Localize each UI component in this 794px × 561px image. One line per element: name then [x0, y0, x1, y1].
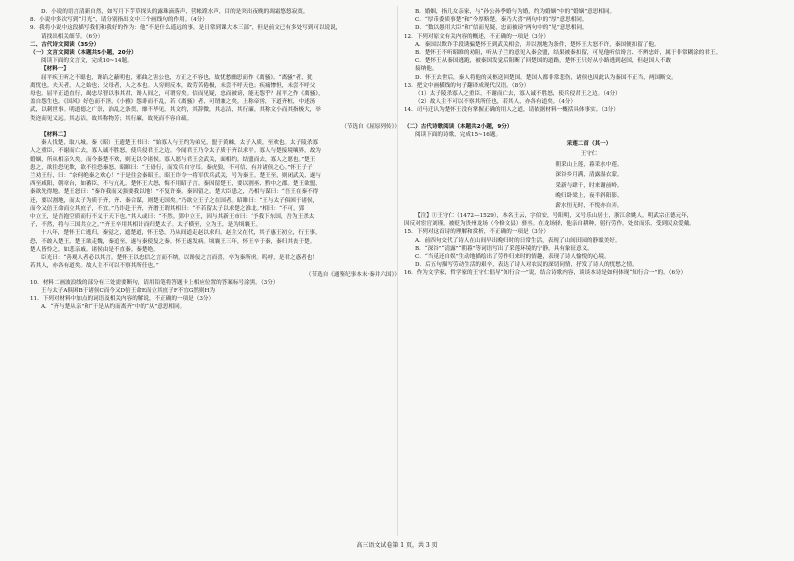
text-line: 恐，不敢入楚王。楚王欲走魏，秦追至，遂与秦使复之秦。怀王遂发病。顷襄王三年，怀王卒于秦，秦归其丧于楚。: [30, 238, 316, 245]
text-line: 12．下列对原文有关内容的概述，不正确的一项是（3分）: [404, 33, 549, 40]
text-line: 王与太子A俱困B于诸侯C而今又D倍王命E而立其庶子F不宜G然则H为: [41, 287, 216, 294]
text-line: 中立王，是吾抱空质而行不义于天下也。”其人或曰：“不然。郢中立王，因与其新王市曰：‘予我下东国，吾为王杀太: [30, 214, 315, 221]
text-line: A．秦国以欺诈手段诱骗楚怀王到武关相会，并以割地为条件，楚怀王大怒不许，秦国便扣留了他。: [415, 41, 660, 48]
text-line: 阅读下面的诗歌，完成15~16题。: [415, 131, 502, 138]
left-column: [30, 8, 400, 312]
text-line: 西至咸阳，朝章台，如蕃臣，不与亢礼。楚怀王大怒，悔不用昭子言。秦因留楚王，要以割巫、黔中之郡。楚王欲盟，: [30, 181, 321, 188]
text-line: 二、古代诗文阅读（35分）: [30, 41, 100, 48]
text-line: C．“厚币委质事楚”和“今厚赂楚，秦乃大喜”两句中的“厚”意思相同。: [415, 17, 588, 24]
text-line: [404, 115, 774, 123]
text-line: C．楚怀王从秦国逃跑，被秦国发觉后阻断了回楚国的道路，楚怀王只好从小路逃到赵国，但赵国人不敢: [415, 58, 672, 65]
text-line: （2）故人主不可以不察其所任也，若其人，亦各有道矣。（4分）: [415, 99, 576, 106]
poem-line: 朝采山上莲，暮采水中莲。: [555, 161, 623, 168]
text-line: 类迩而见义远。其志洁，故其称物芳；其行廉，故死而不容自疏。: [30, 115, 193, 122]
text-line: 11．下列对材料中加点的词语及相关内容的解说，不正确的一项是（3分）: [30, 296, 215, 303]
text-line: 武，以刺世事。明道德之广崇，治乱之条贯，靡不毕见。其文约，其辞微，其志洁，其行廉。其称文小而其指极大，举: [30, 107, 321, 114]
text-line: 母也。屈平正道直行，竭忠尽智以事其君，谗人间之，可谓穷矣。信而见疑，忠而被谤，能无怨乎？屈平之作《离骚》，: [30, 91, 324, 98]
poem-block: [404, 139, 774, 212]
text-line: （节选自《屈原列传》）: [341, 123, 400, 130]
text-line: 8．小说中多次写到“月光”，请分别指出文中三个画线句的作用。（4分）: [30, 17, 208, 24]
poem-line: 深谷乡月满，清露湿衣蒙。: [555, 172, 623, 179]
text-line: 子，不然，将与三国共立之。’”齐王卒用其相计而归楚太子。太子横至，立为王，是为顷襄王。: [30, 222, 262, 229]
text-line: 请找出相关细节。（6分）: [41, 33, 104, 40]
text-line: 15．下列对这首诗的理解和赏析，不正确的一项是（3分）: [404, 229, 549, 236]
text-line: B．楚怀王不听昭睢的劝阻，听从子兰的意见入秦会盟，结果被秦扣留，可见他听信谗言、不辨忠奸，属于非常糊涂的君王。: [415, 50, 722, 57]
text-line: 十八年，楚怀王亡逃归，秦觉之，遮楚道，怀王恐，乃从间道走赵以求归。赵主父在代，其子惠王初立，行王事，: [41, 230, 321, 237]
text-line: 因反对宦官刘瑾，被贬为贵州龙场（今修文县）驿丞。在龙场驿，他亲自耕种，躬行劳作，处贫而乐，受到民众爱戴。: [404, 221, 695, 228]
right-column: [404, 8, 774, 278]
poem-line: 采新与肆千，时来谢前岭。: [555, 182, 623, 189]
poem-line: 晚归卧梁上，夜半斜阳影。: [555, 193, 623, 200]
text-line: 臣光曰：“善观人者必以其言。楚怀王以忠信之言而不纳，以谗佞之言而喜，卒为秦所虏。呜呼，是君之惑者也！: [41, 255, 318, 262]
text-line: 14．司马迁认为楚怀王没有掌握正确的用人之道，请依据材料一概括具体事实。（3分）: [404, 107, 619, 114]
text-line: 13．把文中画横线的句子翻译成现代汉语。（8分）: [404, 82, 530, 89]
text-line: B．“深谷”“清露”“朝暮”等词语写出了采莲环境的宁静，具有象征意义。: [415, 245, 593, 252]
text-line: 盖自怨生也。《国风》好色而不淫，《小雅》怨诽而不乱，若《离骚》者，可谓兼之矣。上称帝喾，下道齐桓，中述汤: [30, 99, 316, 106]
text-line: 【材料二】: [41, 132, 69, 139]
text-line: （一）文言文阅读（本题共5小题，20分）: [30, 50, 137, 57]
text-line: 【材料一】: [41, 66, 69, 73]
column-divider: [397, 6, 398, 536]
text-line: 阅读下面的文言文，完成10~14题。: [41, 58, 133, 65]
text-line: 楚人皆怜之，如悲亲戚。诸侯由是不直秦。秦楚绝。: [30, 246, 159, 253]
text-line: 接纳他。: [415, 66, 438, 73]
poem-line: 薪水恒无时，不悦亦自弄。: [555, 203, 623, 210]
text-line: 【注】①王守仁（1472—1529），本名王云，字伯安，号阳明，又号乐山居士，浙江余姚人。明武宗正德元年，: [415, 212, 693, 219]
text-line: 而今又倍王命而立其庶子，不宜。”乃诈赴于齐，齐湣王谓其相曰：“不若留太子以求楚之淮北。”相曰：“不可，郢: [30, 205, 305, 212]
page-footer: 高三语文试卷第 1 页，共 3 页: [356, 542, 438, 549]
text-line: 秦欲先得地。楚王怒曰：“秦诈我而又强要我以地！”不复许秦。秦因留之。楚大臣患之，乃相与谋曰：“吾王在秦不得: [30, 189, 319, 196]
text-line: （节选自《通鉴纪事本末·秦并六国》）: [305, 271, 400, 278]
text-line: 兰劝王行，曰：“奈何绝秦之欢心！”于是往会秦昭王。昭王诈令一将军伏兵武关，号为秦王。楚王至，则闭武关，遂与: [30, 173, 322, 180]
text-line: （二）古代诗歌阅读（本题共2小题，9分）: [404, 123, 513, 130]
text-line: 婚姻，所从相亲久矣。而今秦楚不欢，则无以令诸侯。寡人愿与君王会武关，面相约，结盟而去，寡人之愿也。”楚王: [30, 156, 316, 163]
poem-author: 王守仁: [580, 151, 598, 158]
text-line: 9．我将小说中这段描写我们和我好的作为：他“不是什么遥远的事，是日常到课大本三部”，但是前文已有多处写到可以说说，: [30, 25, 342, 32]
text-line: D．后五句描写劳动生活的艰辛，表达了诗人对农民的深切同情，抒发了诗人的忧愁之情。: [415, 262, 638, 269]
right-text-top: [404, 8, 774, 139]
text-line: 屈平疾王听之不聪也，谗谄之蔽明也，邪曲之害公也，方正之不容也，故忧愁幽思而作《离骚》。“离骚”者，犹: [41, 74, 313, 81]
text-line: A．“齐与楚从亲”和“于是从约而离齐”中的“从”意思相同。: [41, 304, 186, 311]
text-line: D．小说的语言清新自然，如写月下芋草探头的露珠滴落声，营帐蹚水声，目的是突出夜晚的凋霜悠悠寂寞。: [41, 9, 309, 15]
text-line: D．“数以愚用大臣”和“信而见疑，忠而被谤”两句中的“见”意思相同。: [415, 25, 588, 32]
text-line: 10．材料二画波浪线的部分有三处需要断句，请用铅笔将答题卡上相应位置的答案标号涂黑。（3分）: [30, 279, 279, 286]
text-line: A．前四句交代了诗人在山间早出晚归时的日常生活，表现了山间田园的静谧美好。: [415, 237, 621, 244]
text-line: 秦人伐楚，取八城。秦（昭）王遗楚王书曰：“始寡人与王约为弟兄，盟于黄棘，太子入质，至欢也。太子陵杀寡: [41, 140, 318, 147]
poem-title: 采莲二首（其一）: [566, 141, 612, 148]
text-line: D．怀王去世后，秦人将他的灵柩送回楚国。楚国人都非常悲伤，诸侯也因此认为秦国不正当，两国断交。: [415, 74, 677, 81]
right-text-bottom: [404, 212, 774, 278]
text-line: 人之重臣，不谢而亡去，寡人诚不胜怒，使兵侵君王之边。今闻君王乃令太子质于齐以求平。寡人与楚接境壤界，故为: [30, 148, 321, 155]
text-line: 离忧也。夫天者，人之始也；父母者，人之本也。人穷则反本，故劳苦倦极，未尝不呼天也；疾痛惨怛，未尝不呼父: [30, 82, 316, 89]
text-line: 16．作为文学家，哲学家的王守仁倡导“知行合一”说，结合诗歌内容，谈谈本诗是如何体现“知行合一”的。（6分）: [404, 270, 687, 277]
text-line: 若其人，亦各有道矣。故人主不可以不察其所任也。”: [30, 263, 159, 270]
text-line: 还，要以割地，而太子为质于齐，齐、秦合谋，则楚无国矣。”乃欲立王子之在国者。昭睢曰：“王与太子俱困于诸侯，: [30, 197, 319, 204]
text-line: C．“当觅还自娱”生动地描绘出了劳作归来时的情趣，表现了诗人愉悦的心境。: [415, 253, 610, 260]
text-line: B．婚姻，指儿女亲家，与“孙公孙季婚与为婚，约为婚姻”中的“婚姻”意思相同。: [415, 9, 616, 15]
text-line: （1）太子陵杀寡人之重臣，不谢而亡去，寡人诚不胜怒，使兵侵君王之边。（4分）: [415, 91, 621, 98]
text-line: 患之，欲往恐见欺，欲不往恐秦怒。昭睢曰：“王毋行，而发兵自守耳。秦虎狼，不可信，有并诸侯之心。”怀王子子: [30, 164, 313, 171]
